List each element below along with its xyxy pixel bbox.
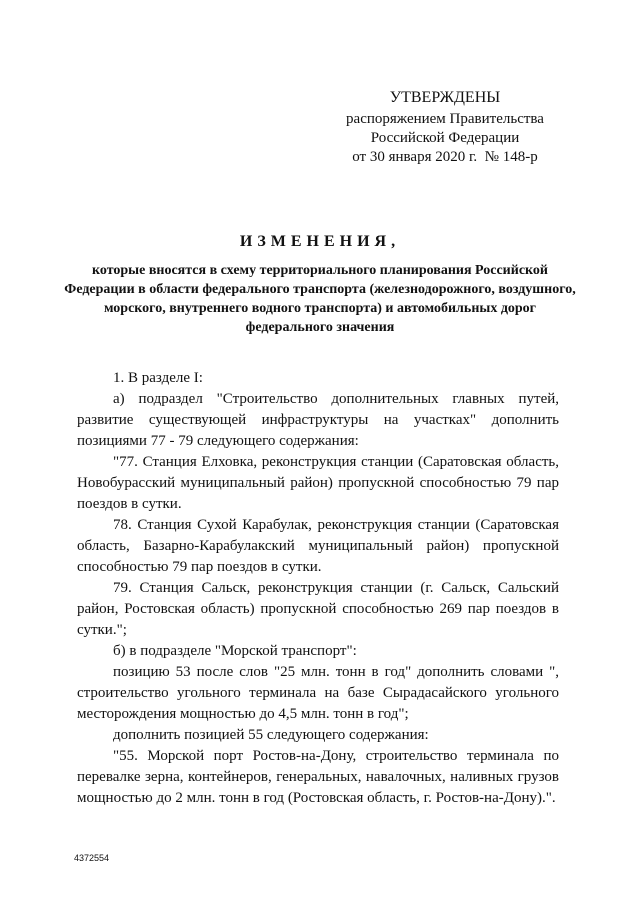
approval-block xyxy=(330,88,560,167)
paragraph-item-b: б) в подразделе "Морской транспорт": xyxy=(113,643,357,659)
document-subtitle: которые вносятся в схему территориального планирования Российской Федерации в области федерального транспорта (железнодорожного, воздушного, морского, внутреннего водного транспорта) и автомобильных дорог федерального значения xyxy=(64,263,576,335)
paragraph-position-53: позицию 53 после слов "25 млн. тонн в год" дополнить словами ", строительство угольного терминала на базе Сырадасайского угольного месторождения мощностью до 4,5 млн. тонн в год"; xyxy=(77,664,559,722)
document-number: 4372554 xyxy=(74,853,110,863)
document-body xyxy=(77,368,559,809)
paragraph-position-78: 78. Станция Сухой Карабулак, реконструкция станции (Саратовская область, Базарно-Карабулакский муниципальный район) пропускной способностью 79 пар поездов в сутки. xyxy=(77,517,559,575)
paragraph-section-1: 1. В разделе I: xyxy=(113,370,203,386)
approval-line-3: от 30 января 2020 г. № 148-р xyxy=(352,149,538,165)
paragraph-position-55: "55. Морской порт Ростов-на-Дону, строительство терминала по перевалке зерна, контейнеров, генеральных, навалочных, наливных грузов мощностью до 2 млн. тонн в год (Ростовская область, г. Ростов-на-Дону).". xyxy=(77,748,559,806)
paragraph-add-55: дополнить позицией 55 следующего содержания: xyxy=(113,727,429,743)
paragraph-position-77: "77. Станция Елховка, реконструкция станции (Саратовская область, Новобурасский муниципальный район) пропускной способностью 79 пар поездов в сутки. xyxy=(77,454,559,512)
approval-line-2: Российской Федерации xyxy=(370,130,520,146)
approval-line-1: распоряжением Правительства xyxy=(346,111,544,127)
paragraph-position-79: 79. Станция Сальск, реконструкция станции (г. Сальск, Сальский район, Ростовская область) пропускной способностью 269 пар поездов в сутки."; xyxy=(77,580,559,638)
approval-title: УТВЕРЖДЕНЫ xyxy=(389,89,501,106)
document-title: ИЗМЕНЕНИЯ, xyxy=(239,233,401,250)
paragraph-item-a: а) подраздел "Строительство дополнительных главных путей, развитие существующей инфраструктуры на участках" дополнить позициями 77 - 79 следующего содержания: xyxy=(77,391,559,449)
